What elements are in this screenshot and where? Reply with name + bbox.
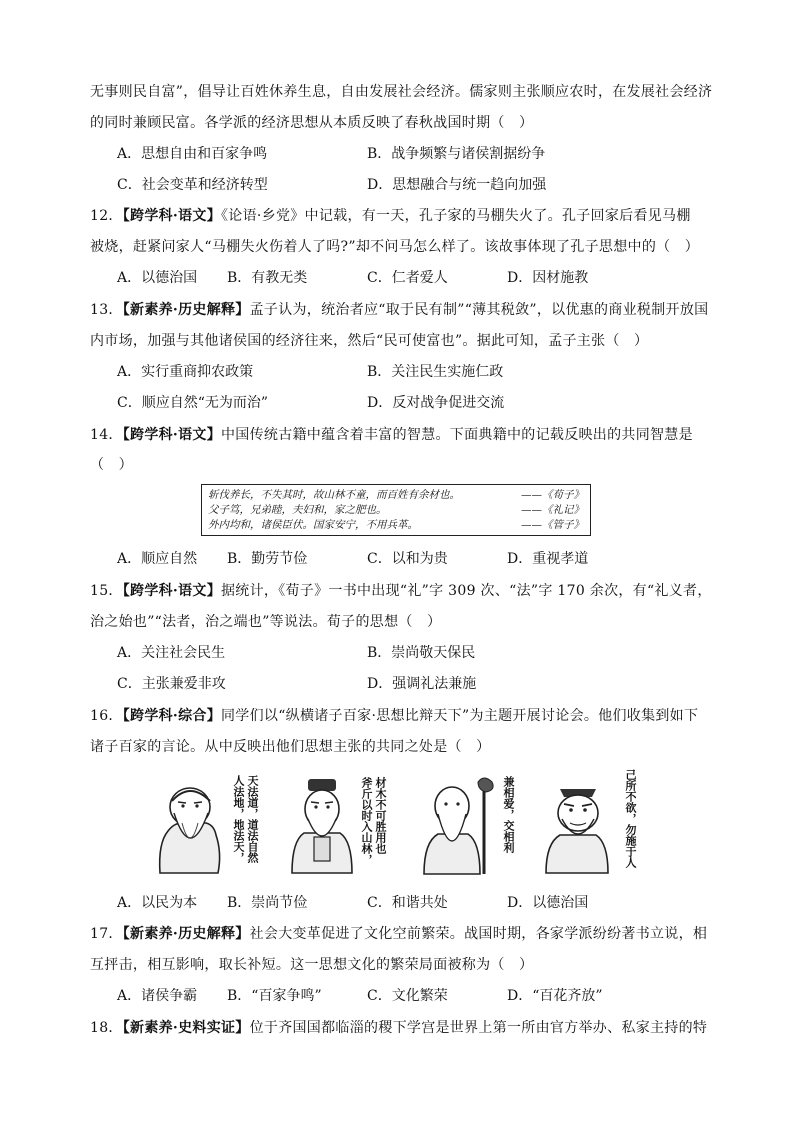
- option-d: D．“百花齐放”: [507, 988, 603, 1004]
- question-18: [90, 1018, 710, 1038]
- option-c: C．和谐共处: [367, 895, 448, 911]
- option-b: B．“百家争鸣”: [227, 988, 322, 1004]
- question-text: 社会大变革促进了文化空前繁荣。战国时期，各家学派纷纷著书立说，相: [249, 926, 708, 942]
- question-17: [90, 924, 710, 944]
- question-text: 孟子认为，统治者应“取于民有制”“薄其税敛”，以优惠的商业税制开放国: [249, 302, 709, 318]
- question-number: 14．: [90, 427, 123, 443]
- option-c: C．文化繁荣: [367, 988, 448, 1004]
- question-text: 位于齐国国都临淄的稷下学宫是世界上第一所由官方举办、私家主持的特: [249, 1020, 708, 1036]
- question-number: 16．: [90, 708, 123, 724]
- question-number: 15．: [90, 583, 123, 599]
- option-d: D．思想融合与统一趋向加强: [367, 177, 547, 193]
- quote-vertical: 斧斤以时入山林，: [360, 777, 373, 865]
- option-a: A．诸侯争霸: [117, 988, 198, 1004]
- question-text: 同学们以“纵横诸子百家·思想比辩天下”为主题开展讨论会。他们收集到如下: [221, 708, 699, 724]
- question-text: 诸子百家的言论。从中反映出他们思想主张的共同之处是（ ）: [90, 739, 491, 755]
- question-15: [90, 581, 710, 601]
- question-text: 内市场，加强与其他诸侯国的经济往来，然后“民可使富也”。据此可知，孟子主张（ ）: [90, 333, 649, 349]
- question-number: 13．: [90, 302, 123, 318]
- question-text: 治之始也”“法者，治之端也”等说法。荀子的思想（ ）: [90, 614, 442, 630]
- question-text: 据统计，《荀子》一书中出现“礼”字 309 次、“法”字 170 余次，有“礼义者，: [221, 583, 712, 599]
- option-c: C．主张兼爱非攻: [117, 676, 226, 692]
- question-text: 中国传统古籍中蕴含着丰富的智慧。下面典籍中的记载反映出的共同智慧是: [221, 427, 693, 443]
- philosopher-illustration-2: [286, 775, 358, 875]
- quote-row: [208, 518, 584, 533]
- option-c: C．仁者爱人: [367, 270, 448, 286]
- question-12: [90, 206, 710, 226]
- quote-text: 斩伐养长，不失其时，故山林不童，而百姓有余材也。: [208, 489, 460, 501]
- question-13: [90, 300, 710, 320]
- quote-row: [208, 488, 584, 503]
- option-a: A．以民为本: [117, 895, 198, 911]
- option-d: D．反对战争促进交流: [367, 395, 505, 411]
- quote-vertical: 己所不欲，勿施于人: [624, 769, 637, 868]
- question-tag: 【新素养·历史解释】: [122, 926, 250, 942]
- quote-vertical: 天法道，道法自然: [246, 775, 259, 863]
- option-c: C．社会变革和经济转型: [117, 177, 268, 193]
- text-line: 的同时兼顾民富。各学派的经济思想从本质反映了春秋战国时期（ ）: [90, 115, 534, 131]
- option-b: B．有教无类: [227, 270, 308, 286]
- option-c: C．顺应自然“无为而治”: [117, 395, 269, 411]
- question-text: 互抨击，相互影响，取长补短。这一思想文化的繁荣局面被称为（ ）: [90, 957, 534, 973]
- quote-vertical: 人法地，地法天，: [232, 775, 245, 863]
- philosopher-illustration-1: [152, 773, 232, 876]
- option-a: A．实行重商抑农政策: [117, 364, 254, 380]
- question-number: 17．: [90, 926, 123, 942]
- text-line: 无事则民自富”，倡导让百姓休养生息，自由发展社会经济。儒家则主张顺应农时，在发展社会经济: [90, 84, 713, 100]
- question-tag: 【跨学科·语文】: [122, 208, 221, 224]
- question-tag: 【跨学科·综合】: [122, 708, 221, 724]
- question-tag: 【跨学科·语文】: [122, 583, 221, 599]
- option-a: A．关注社会民生: [117, 645, 226, 661]
- option-b: B．崇尚节俭: [227, 895, 308, 911]
- quote-vertical: 材木不可胜用也: [374, 777, 387, 854]
- quote-vertical: 兼相爱，交相利: [502, 776, 515, 853]
- question-text: （ ）: [90, 457, 133, 473]
- quote-text: 父子笃，兄弟睦，夫妇和，家之肥也。: [208, 504, 387, 516]
- option-d: D．强调礼法兼施: [367, 676, 477, 692]
- option-b: B．勤劳节俭: [227, 551, 308, 567]
- quote-source: ——《管子》: [521, 519, 584, 531]
- quote-box: [201, 484, 591, 536]
- option-b: B．关注民生实施仁政: [367, 364, 504, 380]
- option-a: A．思想自由和百家争鸣: [117, 146, 268, 162]
- option-d: D．因材施教: [507, 270, 589, 286]
- quote-text: 外内均和，诸侯臣伏。国家安宁，不用兵革。: [208, 519, 418, 531]
- philosopher-illustration-4: [540, 779, 616, 875]
- question-number: 12．: [90, 208, 123, 224]
- option-b: B．崇尚敬天保民: [367, 645, 476, 661]
- philosopher-illustration-3: [418, 776, 500, 876]
- question-tag: 【新素养·历史解释】: [122, 302, 250, 318]
- question-tag: 【跨学科·语文】: [122, 427, 221, 443]
- question-tag: 【新素养·史料实证】: [122, 1020, 250, 1036]
- quote-source: ——《荀子》: [521, 489, 584, 501]
- question-16: [90, 706, 710, 726]
- question-number: 18．: [90, 1020, 123, 1036]
- quote-row: [208, 503, 584, 518]
- option-a: A．以德治国: [117, 270, 198, 286]
- option-d: D．重视孝道: [507, 551, 589, 567]
- option-c: C．以和为贵: [367, 551, 448, 567]
- quote-source: ——《礼记》: [521, 504, 584, 516]
- question-text: 《论语·乡党》中记载，有一天，孔子家的马棚失火了。孔子回家后看见马棚: [221, 208, 691, 224]
- option-a: A．顺应自然: [117, 551, 198, 567]
- question-text: 被烧，赶紧问家人“马棚失火伤着人了吗?”却不问马怎么样了。该故事体现了孔子思想中的（ ）: [90, 239, 700, 255]
- question-14: [90, 425, 710, 445]
- option-d: D．以德治国: [507, 895, 589, 911]
- option-b: B．战争频繁与诸侯割据纷争: [367, 146, 546, 162]
